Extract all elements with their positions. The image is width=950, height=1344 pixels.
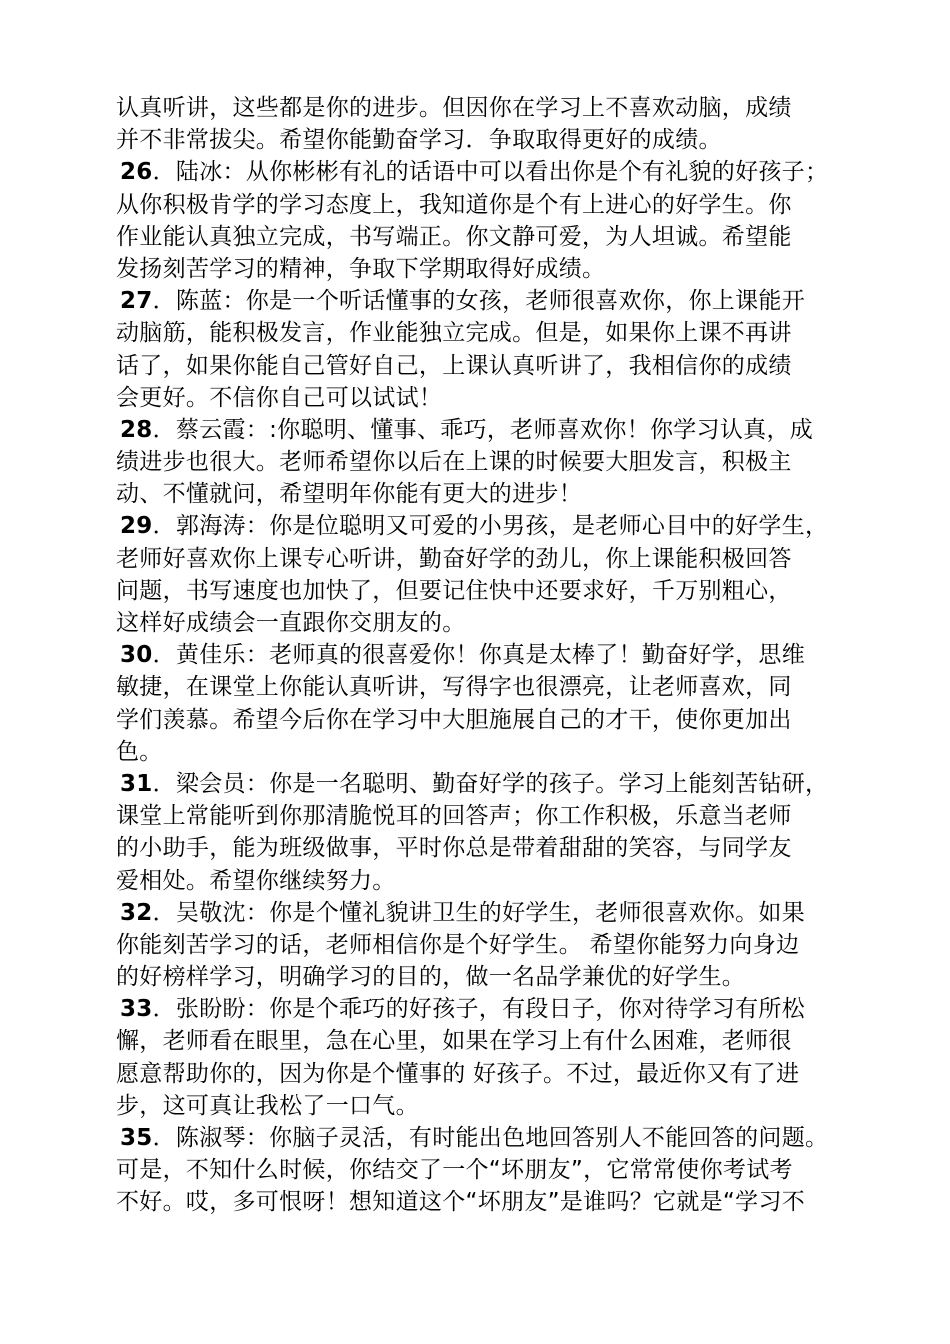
text-line: ．蔡云霞：:你聪明、懂事、乖巧，老师喜欢你！你学习认真，成 [152,416,814,443]
text-line: 步，这可真让我松了一口气。 [116,1092,419,1119]
comment-entry-26 [116,156,846,285]
comment-entry-27 [116,285,846,414]
entry-number: 28 [120,416,153,443]
text-line: 问题，书写速度也加快了，但要记住快中还要求好，千万别粗心， [116,577,792,604]
comment-entry-31 [116,768,846,897]
text-line: 绩进步也很大。老师希望你以后在上课的时候要大胆发言，积极主 [116,449,792,476]
comment-entry-30 [116,639,846,768]
text-line: 学们羡慕。希望今后你在学习中大胆施展自己的才干，使你更加出 [116,706,792,733]
text-line: 色。 [116,738,163,765]
entry-number: 31 [120,770,153,797]
text-line: ．梁会员：你是一名聪明、勤奋好学的孩子。学习上能刻苦钻研， [152,770,829,797]
text-line: 懈，老师看在眼里，急在心里，如果在学习上有什么困难，老师很 [116,1028,792,1055]
text-line: ．陈蓝：你是一个听话懂事的女孩，老师很喜欢你，你上课能开 [152,288,806,315]
text-line: 的好榜样学习，明确学习的目的，做一名品学兼优的好学生。 [116,964,746,991]
text-line: 动脑筋，能积极发言，作业能独立完成。但是，如果你上课不再讲 [116,320,792,347]
entry-number: 26 [120,159,153,186]
paragraph-continuation [116,92,846,156]
text-line: 的小助手，能为班级做事，平时你总是带着甜甜的笑容，与同学友 [116,835,792,862]
text-line: 愿意帮助你的，因为你是个懂事的 好孩子。不过，最近你又有了进 [116,1060,800,1087]
entry-number: 29 [120,513,153,540]
text-line: 可是，不知什么时候，你结交了一个“坏朋友”，它常常使你考试考 [116,1157,793,1184]
comment-entry-29 [116,510,846,639]
text-line: ．郭海涛：你是位聪明又可爱的小男孩，是老师心目中的好学生， [152,513,829,540]
text-line: 发扬刻苦学习的精神，争取下学期取得好成绩。 [116,255,606,282]
text-line: 并不非常拔尖。希望你能勤奋学习．争取取得更好的成绩。 [116,127,722,154]
text-line: 课堂上常能听到你那清脆悦耳的回答声；你工作积极，乐意当老师 [116,803,792,830]
text-line: ．吴敬沈：你是个懂礼貌讲卫生的好学生，老师很喜欢你。如果 [152,899,806,926]
entry-number: 35 [120,1125,153,1151]
entry-number: 33 [120,996,153,1023]
text-line: 敏捷，在课堂上你能认真听讲，写得字也很漂亮，让老师喜欢，同 [116,674,792,701]
comment-entry-28 [116,414,846,511]
text-line: ．黄佳乐：老师真的很喜爱你！你真是太棒了！勤奋好学，思维 [152,642,806,669]
document-page [116,92,846,1219]
entry-number: 32 [120,899,153,926]
text-line: 话了，如果你能自己管好自己，上课认真听讲了，我相信你的成绩 [116,352,792,379]
text-line: 这样好成绩会一直跟你交朋友的。 [116,610,466,636]
text-line: 认真听讲，这些都是你的进步。但因你在学习上不喜欢动脑，成绩 [116,95,792,121]
text-line: 爱相处。希望你继续努力。 [116,867,396,894]
text-line: 你能刻苦学习的话，老师相信你是个好学生。 希望你能努力向身边 [116,931,800,958]
comment-entry-33 [116,993,846,1122]
text-line: 不好。哎，多可恨呀！想知道这个“坏朋友”是谁吗？它就是“学习不 [116,1189,806,1216]
entry-number: 30 [120,642,153,669]
entry-number: 27 [120,288,153,315]
text-line: ．陈淑琴：你脑子灵活，有时能出色地回答别人不能回答的问题。 [152,1125,829,1151]
text-line: 会更好。不信你自己可以试试！ [116,384,443,411]
text-line: 从你积极肯学的学习态度上，我知道你是个有上进心的好学生。你 [116,191,792,218]
comment-entry-32 [116,897,846,994]
comment-entry-35 [116,1122,846,1219]
text-line: 作业能认真独立完成，书写端正。你文静可爱，为人坦诚。希望能 [116,223,792,250]
text-line: ．陆冰：从你彬彬有礼的话语中可以看出你是个有礼貌的好孩子； [152,159,829,186]
text-line: 老师好喜欢你上课专心听讲，勤奋好学的劲儿，你上课能积极回答 [116,545,792,572]
text-line: 动、不懂就问，希望明年你能有更大的进步！ [116,481,582,508]
text-line: ．张盼盼：你是个乖巧的好孩子，有段日子，你对待学习有所松 [152,996,806,1023]
